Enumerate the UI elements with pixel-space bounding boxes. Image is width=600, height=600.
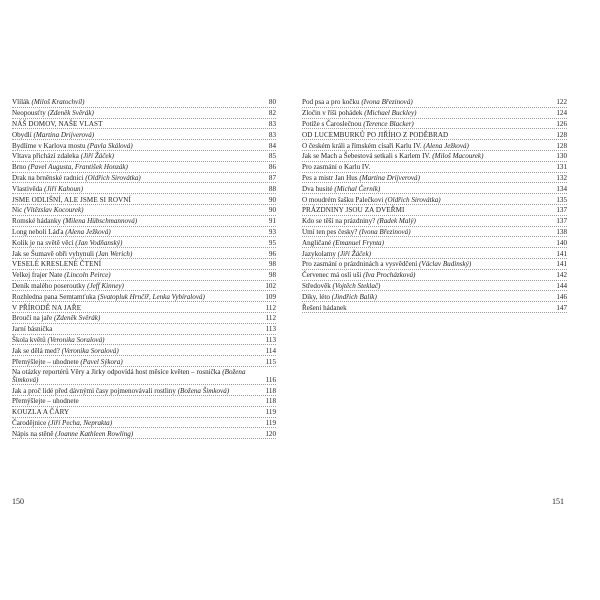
toc-entry-title: Jarní básnička	[12, 325, 53, 334]
toc-entry-author: (Joanne Kathleen Rowling)	[55, 429, 134, 438]
toc-entry-text	[302, 294, 552, 301]
toc-entry	[302, 183, 567, 194]
toc-entry-text	[12, 431, 261, 438]
toc-entry-text	[12, 175, 265, 182]
toc-entry-author: (Terence Blacker)	[363, 119, 414, 128]
toc-entry-page: 83	[268, 130, 276, 139]
toc-entry-text	[12, 261, 265, 268]
toc-entry-page: 122	[556, 98, 567, 107]
toc-entry-text	[12, 388, 262, 395]
toc-entry	[12, 140, 276, 151]
toc-entry-author: (Jan Werich)	[95, 249, 133, 258]
toc-entry-title: Romské hádanky	[12, 217, 62, 226]
toc-entry-text	[302, 132, 552, 139]
toc-entry	[12, 313, 276, 324]
toc-entry-title: Obydlí	[12, 130, 32, 139]
toc-entry	[302, 151, 567, 162]
toc-entry-title: Jak se Mach a Šebestová setkali s Karlem IV.	[302, 152, 431, 161]
toc-entry	[12, 302, 276, 313]
toc-entry-author: (Zdeněk Svěrák)	[53, 314, 101, 323]
toc-entry	[12, 173, 276, 184]
toc-entry-page: 118	[265, 386, 276, 395]
toc-entry-author: (Radek Malý)	[377, 217, 416, 226]
toc-entry-text	[302, 229, 552, 236]
toc-entry-text	[302, 175, 552, 182]
toc-entry-text	[12, 272, 265, 279]
toc-entry-author: (Alena Ježková)	[65, 227, 111, 236]
toc-entry-author: (Ivona Březinová)	[361, 98, 413, 107]
toc-entry-text	[12, 99, 265, 106]
right-page	[302, 97, 567, 313]
toc-entry-title: Drak na brněnské radnici	[12, 173, 84, 182]
toc-entry	[12, 162, 276, 173]
toc-entry-author: (Jan Vodňanský)	[75, 238, 123, 247]
toc-entry	[12, 335, 276, 346]
toc-entry-page: 131	[556, 163, 567, 172]
toc-entry-page: 90	[268, 206, 276, 215]
toc-entry-page: 120	[265, 429, 276, 438]
toc-entry-text	[302, 283, 552, 290]
toc-entry-text	[12, 398, 262, 405]
toc-entry-title: Bydlíme v Karlova mostu	[12, 141, 86, 150]
toc-entry-title: Deník malého poseroutky	[12, 281, 86, 290]
toc-entry-text	[12, 409, 262, 416]
toc-entry-title: Broučí na jaře	[12, 314, 53, 323]
toc-entry-page: 141	[556, 249, 567, 258]
toc-entry-text	[12, 229, 265, 236]
toc-entry	[12, 367, 276, 385]
toc-entry	[12, 385, 276, 396]
toc-entry-author: (Milena Hübschmannová)	[62, 217, 138, 226]
toc-entry	[302, 259, 567, 270]
toc-entry-page: 95	[268, 238, 276, 247]
toc-entry-page: 140	[556, 238, 567, 247]
toc-entry-title: Kdo se těší na prázdniny?	[302, 217, 376, 226]
toc-entry-page: 147	[556, 303, 567, 312]
toc-entry	[302, 173, 567, 184]
toc-entry-author: (Pavel Sýkora)	[80, 357, 123, 366]
toc-entry-title: Long neboli Láďa	[12, 227, 64, 236]
toc-entry-page: 112	[265, 314, 276, 323]
toc-entry-title: Zločin v říši pohádek	[302, 109, 363, 118]
toc-entry	[302, 291, 567, 302]
toc-entry-title: NÁŠ DOMOV, NAŠE VLAST	[12, 119, 103, 128]
toc-entry-title: Na otázky reportérů Věry a Jirky odpovídá host měsíce květen – rosnička	[12, 368, 221, 377]
toc-entry-title: Rozhledna pana Semtamťuka	[12, 292, 96, 301]
toc-entry-text	[302, 305, 552, 312]
toc-entry-author: (Božena Šimková)	[12, 368, 246, 384]
toc-entry-title: Jak se dělá med?	[12, 346, 60, 355]
toc-entry-page: 113	[265, 335, 276, 344]
toc-entry-page: 137	[556, 217, 567, 226]
toc-entry-page: 80	[268, 98, 276, 107]
toc-entry	[12, 259, 276, 270]
toc-entry-title: Velkej frajer Nate	[12, 271, 63, 280]
toc-entry	[12, 281, 276, 292]
toc-entry-page: 137	[556, 206, 567, 215]
toc-entry-title: Kolik je na světě věcí	[12, 238, 74, 247]
toc-entry	[302, 227, 567, 238]
toc-entry-page: 93	[268, 227, 276, 236]
toc-entry	[12, 194, 276, 205]
toc-entry-author: (Oldřich Sirovátka)	[85, 173, 141, 182]
toc-entry-title: Přemýšlejte – uhodnete	[12, 357, 79, 366]
toc-entry-title: Červenec má oslí uši	[302, 271, 362, 280]
toc-entry-title: Pro zasmání o prázdninách a vysvědčení	[302, 260, 418, 269]
toc-entry-text	[302, 207, 552, 214]
toc-entry-author: (Miloš Macourek)	[432, 152, 484, 161]
toc-entry	[12, 248, 276, 259]
toc-entry-text	[12, 337, 262, 344]
toc-entry-text	[302, 153, 552, 160]
toc-entry-title: PRÁZDNINY JSOU ZA DVEŘMI	[302, 206, 405, 215]
toc-entry	[302, 248, 567, 259]
toc-entry-title: OD LUCEMBURKŮ PO JIŘÍHO Z PODĚBRAD	[302, 130, 449, 139]
toc-entry-title: Jak a proč lidé před dávnými časy pojmenovávali rostliny	[12, 386, 176, 395]
toc-entry-author: (Jiří Žáček)	[337, 249, 371, 258]
toc-entry-page: 96	[268, 249, 276, 258]
toc-entry	[12, 108, 276, 119]
toc-entry-text	[302, 197, 552, 204]
toc-entry-title: Pro zasmání o Karlu IV.	[302, 163, 371, 172]
toc-entry	[12, 205, 276, 216]
toc-entry-page: 109	[265, 292, 276, 301]
toc-entry-page: 124	[556, 109, 567, 118]
toc-entry	[12, 291, 276, 302]
toc-entry-text	[302, 240, 552, 247]
toc-entry-page: 141	[556, 260, 567, 269]
toc-entry-text	[12, 283, 261, 290]
toc-entry-title: Jazykolamy	[302, 249, 336, 258]
toc-entry	[302, 140, 567, 151]
toc-entry	[12, 151, 276, 162]
page-number-left: 150	[12, 497, 24, 506]
toc-entry-text	[12, 132, 265, 139]
toc-entry	[12, 324, 276, 335]
toc-entry-author: (Miloš Kratochvíl)	[31, 98, 85, 107]
toc-entry-title: Vltava přichází zdaleka	[12, 152, 79, 161]
toc-entry	[12, 407, 276, 418]
toc-entry-text	[12, 348, 262, 355]
toc-entry-title: Díky, léto	[302, 292, 330, 301]
toc-entry-page: 115	[265, 357, 276, 366]
toc-entry	[12, 345, 276, 356]
toc-entry-page: 116	[265, 375, 276, 384]
toc-entry-title: Angličané	[302, 238, 332, 247]
toc-entry-page: 87	[268, 173, 276, 182]
toc-entry	[12, 418, 276, 429]
toc-entry-author: (Zdeněk Svěrák)	[47, 109, 94, 118]
toc-entry-text	[12, 294, 261, 301]
toc-entry-text	[12, 326, 262, 333]
toc-entry-author: (Veronika Soralová)	[47, 335, 105, 344]
toc-entry-title: O českém králi a římském císaři Karlu IV.	[302, 141, 422, 150]
toc-entry-text	[302, 99, 552, 106]
toc-entry-author: (Jindřich Balík)	[331, 292, 377, 301]
toc-entry	[12, 428, 276, 439]
toc-entry	[12, 237, 276, 248]
toc-entry-text	[12, 186, 265, 193]
table-of-contents-right	[302, 97, 567, 313]
toc-entry-title: Pes a mistr Jan Hus	[302, 173, 358, 182]
toc-entry-page: 90	[268, 195, 276, 204]
toc-entry-title: Potíže s Čaroslečnou	[302, 119, 362, 128]
toc-entry-author: (Alena Ježková)	[423, 141, 469, 150]
toc-entry	[302, 162, 567, 173]
toc-entry-author: (Svatopluk Hrnčíř, Lenka Vybíralová)	[97, 292, 205, 301]
toc-entry	[12, 216, 276, 227]
toc-entry-title: Neopousťty	[12, 109, 46, 118]
toc-entry-page: 142	[556, 271, 567, 280]
toc-entry-text	[12, 305, 262, 312]
toc-entry	[302, 237, 567, 248]
toc-entry-title: Nic	[12, 206, 23, 215]
toc-entry-page: 128	[556, 130, 567, 139]
toc-entry-page: 118	[265, 397, 276, 406]
toc-entry-page: 85	[268, 152, 276, 161]
toc-entry-text	[12, 207, 265, 214]
toc-entry	[12, 97, 276, 108]
toc-entry-title: V PŘÍRODĚ NA JAŘE	[12, 303, 82, 312]
toc-entry-page: 84	[268, 141, 276, 150]
toc-entry-title: VESELÉ KRESLENÉ ČTENÍ	[12, 260, 102, 269]
toc-entry-text	[302, 143, 552, 150]
toc-entry	[302, 302, 567, 313]
toc-entry	[302, 97, 567, 108]
toc-entry-author: (Martina Drijverová)	[359, 173, 420, 182]
toc-entry-page: 119	[265, 418, 276, 427]
toc-entry	[302, 216, 567, 227]
toc-entry	[12, 183, 276, 194]
toc-entry-page: 130	[556, 152, 567, 161]
toc-entry	[12, 270, 276, 281]
toc-entry	[302, 194, 567, 205]
table-of-contents-left	[12, 97, 276, 439]
toc-entry-author: (Jiří Žáček)	[80, 152, 115, 161]
toc-entry-page: 91	[268, 217, 276, 226]
toc-entry-title: Dva husité	[302, 184, 333, 193]
toc-entry	[12, 356, 276, 367]
left-page	[12, 97, 276, 439]
toc-entry-text	[12, 153, 265, 160]
toc-entry-text	[302, 110, 552, 117]
toc-entry-text	[12, 240, 265, 247]
toc-entry-text	[12, 251, 265, 258]
toc-entry-author: (Jiří Pecha, Neprakta)	[48, 418, 113, 427]
toc-entry-page: 119	[265, 408, 276, 417]
toc-entry-text	[12, 420, 262, 427]
toc-entry	[302, 205, 567, 216]
toc-entry-page: 112	[265, 303, 276, 312]
toc-entry-text	[302, 218, 552, 225]
toc-entry-text	[12, 164, 265, 171]
toc-entry-author: (Božena Šimková)	[177, 386, 230, 395]
toc-entry-page: 128	[556, 141, 567, 150]
toc-entry-author: (Jiří Kahoun)	[44, 184, 83, 193]
toc-entry-page: 83	[268, 119, 276, 128]
toc-entry-page: 134	[556, 184, 567, 193]
toc-entry-page: 146	[556, 292, 567, 301]
page-number-right: 151	[552, 497, 564, 506]
toc-entry-author: (Pavel Augusta, František Honzák)	[27, 163, 128, 172]
toc-entry-title: Brno	[12, 163, 27, 172]
toc-entry-text	[12, 121, 265, 128]
toc-entry-page: 102	[265, 281, 276, 290]
toc-entry-text	[302, 261, 552, 268]
toc-entry-title: Umí ten pes česky?	[302, 227, 358, 236]
toc-entry-title: Jak se Šumavě obři vyhynuli	[12, 249, 94, 258]
toc-entry-text	[302, 251, 552, 258]
toc-entry-author: (Jeff Kinney)	[87, 281, 124, 290]
toc-entry-page: 86	[268, 163, 276, 172]
toc-entry	[12, 227, 276, 238]
toc-entry-page: 88	[268, 184, 276, 193]
toc-entry-author: (Pavla Skálová)	[87, 141, 133, 150]
toc-entry-author: (Martina Drijverová)	[33, 130, 95, 139]
toc-entry-author: (Václav Budinský)	[419, 260, 472, 269]
toc-entry-page: 138	[556, 227, 567, 236]
toc-entry	[302, 119, 567, 130]
toc-entry-text	[12, 143, 265, 150]
toc-entry-author: (Ivona Březinová)	[359, 227, 411, 236]
toc-entry-title: Přemýšlejte – uhodnete	[12, 397, 79, 406]
toc-entry-title: Škola květů	[12, 335, 46, 344]
toc-entry-text	[302, 186, 552, 193]
toc-entry-title: JSME ODLIŠNÍ, ALE JSME SI ROVNÍ	[12, 195, 131, 204]
toc-entry	[12, 396, 276, 407]
toc-entry	[302, 270, 567, 281]
toc-entry-title: O moudrém šašku Palečkovi	[302, 195, 384, 204]
toc-entry-text	[302, 121, 552, 128]
toc-entry-author: (Veronika Soralová)	[61, 346, 119, 355]
toc-entry-title: Řešení hádanek	[302, 303, 347, 312]
toc-entry-author: (Vojtěch Steklač)	[332, 281, 381, 290]
toc-entry-text	[302, 164, 552, 171]
toc-entry-page: 82	[268, 109, 276, 118]
toc-entry-text	[12, 197, 265, 204]
toc-entry-page: 113	[265, 325, 276, 334]
toc-entry	[302, 281, 567, 292]
toc-entry-title: Středověk	[302, 281, 331, 290]
toc-entry	[12, 119, 276, 130]
toc-entry-text	[12, 315, 262, 322]
toc-entry-title: KOUZLA A ČÁRY	[12, 408, 70, 417]
toc-entry-page: 98	[268, 260, 276, 269]
toc-entry-text	[12, 110, 265, 117]
toc-entry-title: Vlastivěda	[12, 184, 43, 193]
toc-entry-text	[302, 272, 552, 279]
toc-entry-page: 98	[268, 271, 276, 280]
toc-entry-author: (Lincoln Peirce)	[64, 271, 111, 280]
toc-entry-title: Pod psa a pro kočku	[302, 98, 360, 107]
toc-entry	[12, 129, 276, 140]
toc-entry-author: (Vítězslav Kocourek)	[24, 206, 84, 215]
toc-entry-page: 126	[556, 119, 567, 128]
toc-entry-author: (Michael Buckley)	[364, 109, 417, 118]
toc-entry	[302, 129, 567, 140]
toc-entry-text	[12, 369, 262, 384]
toc-entry-title: Čarodějnice	[12, 418, 47, 427]
toc-entry-author: (Iva Procházková)	[363, 271, 416, 280]
toc-entry-author: (Michal Černík)	[334, 184, 381, 193]
toc-entry-page: 144	[556, 281, 567, 290]
toc-entry-text	[12, 218, 265, 225]
toc-entry-text	[12, 359, 262, 366]
toc-entry-author: (Emanuel Frynta)	[332, 238, 384, 247]
toc-entry-title: Nápis na stěně	[12, 429, 54, 438]
toc-entry-title: Vlílák	[12, 98, 30, 107]
toc-entry-page: 135	[556, 195, 567, 204]
toc-entry-page: 114	[265, 346, 276, 355]
toc-entry-author: (Oldřich Sirovátka)	[385, 195, 441, 204]
toc-entry-page: 132	[556, 173, 567, 182]
toc-entry	[302, 108, 567, 119]
